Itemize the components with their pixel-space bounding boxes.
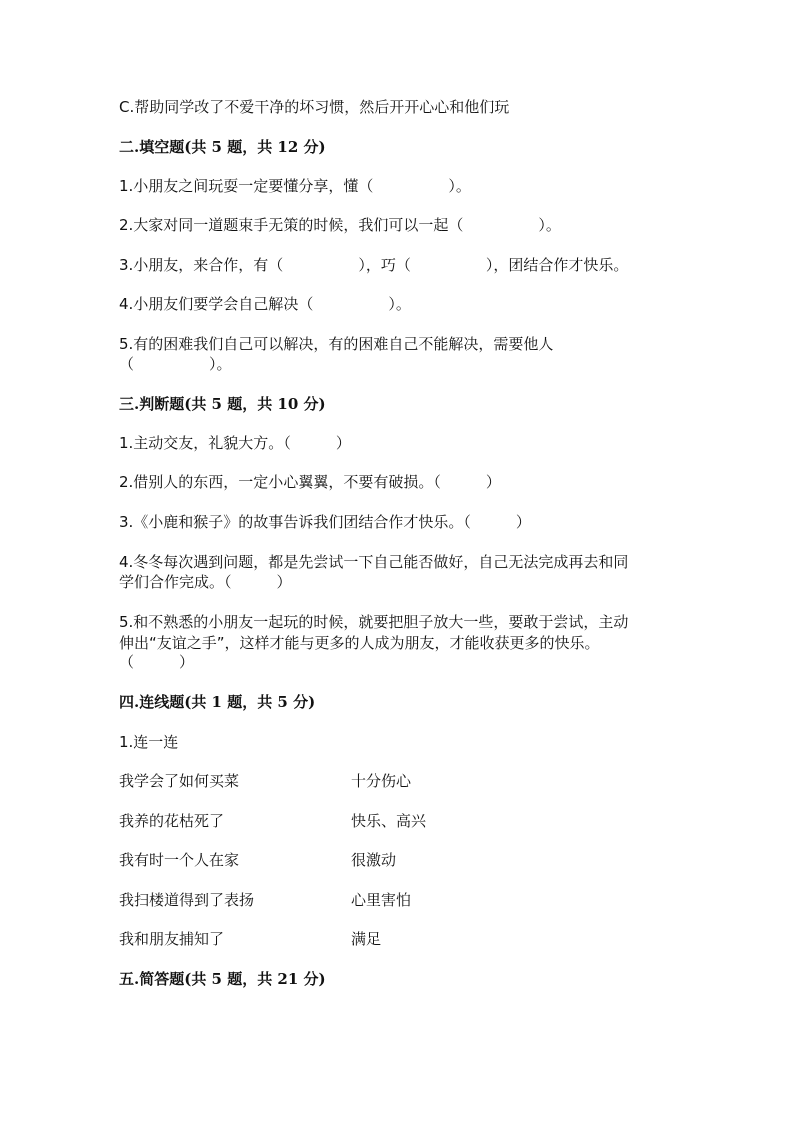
true-false-question-1: 1.主动交友，礼貌大方。（ ） xyxy=(119,434,351,452)
fill-blank-question-5-line-1: 5.有的困难我们自己可以解决，有的困难自己不能解决，需要他人 xyxy=(119,335,554,353)
true-false-question-3: 3.《小鹿和猴子》的故事告诉我们团结合作才快乐。（ ） xyxy=(119,513,531,531)
section-heading-fill-blank: 二.填空题(共 5 题，共 12 分) xyxy=(119,138,326,156)
fill-blank-question-4: 4.小朋友们要学会自己解决（ ）。 xyxy=(119,295,411,313)
true-false-question-4-line-2: 学们合作完成。（ ） xyxy=(119,573,292,591)
true-false-question-2: 2.借别人的东西，一定小心翼翼，不要有破损。（ ） xyxy=(119,473,501,491)
matching-left-item: 我学会了如何买菜 xyxy=(119,772,240,790)
matching-right-item: 很激动 xyxy=(351,851,397,869)
matching-right-item: 快乐、高兴 xyxy=(351,812,427,830)
matching-left-item: 我和朋友捕知了 xyxy=(119,930,225,948)
true-false-question-4-line-1: 4.冬冬每次遇到问题，都是先尝试一下自己能否做好，自己无法完成再去和同 xyxy=(119,553,629,571)
section-heading-matching: 四.连线题(共 1 题，共 5 分) xyxy=(119,693,316,711)
fill-blank-question-3: 3.小朋友，来合作，有（ ），巧（ ），团结合作才快乐。 xyxy=(119,256,629,274)
matching-right-item: 满足 xyxy=(351,930,382,948)
option-c-text: C.帮助同学改了不爱干净的坏习惯，然后开开心心和他们玩 xyxy=(119,98,510,116)
matching-left-item: 我有时一个人在家 xyxy=(119,851,240,869)
matching-right-item: 心里害怕 xyxy=(351,891,412,909)
matching-left-item: 我养的花枯死了 xyxy=(119,812,225,830)
section-heading-true-false: 三.判断题(共 5 题，共 10 分) xyxy=(119,395,326,413)
fill-blank-question-1: 1.小朋友之间玩耍一定要懂分享，懂（ ）。 xyxy=(119,177,471,195)
matching-left-item: 我扫楼道得到了表扬 xyxy=(119,891,255,909)
matching-right-item: 十分伤心 xyxy=(351,772,412,790)
true-false-question-5-line-2: 伸出“友谊之手”，这样才能与更多的人成为朋友，才能收获更多的快乐。 xyxy=(119,634,600,652)
fill-blank-question-5-line-2: （ ）。 xyxy=(119,355,232,373)
true-false-question-5-line-3: （ ） xyxy=(119,653,195,671)
section-heading-short-answer: 五.简答题(共 5 题，共 21 分) xyxy=(119,970,326,988)
matching-question-1: 1.连一连 xyxy=(119,733,179,751)
fill-blank-question-2: 2.大家对同一道题束手无策的时候，我们可以一起（ ）。 xyxy=(119,216,561,234)
true-false-question-5-line-1: 5.和不熟悉的小朋友一起玩的时候，就要把胆子放大一些，要敢于尝试，主动 xyxy=(119,613,629,631)
